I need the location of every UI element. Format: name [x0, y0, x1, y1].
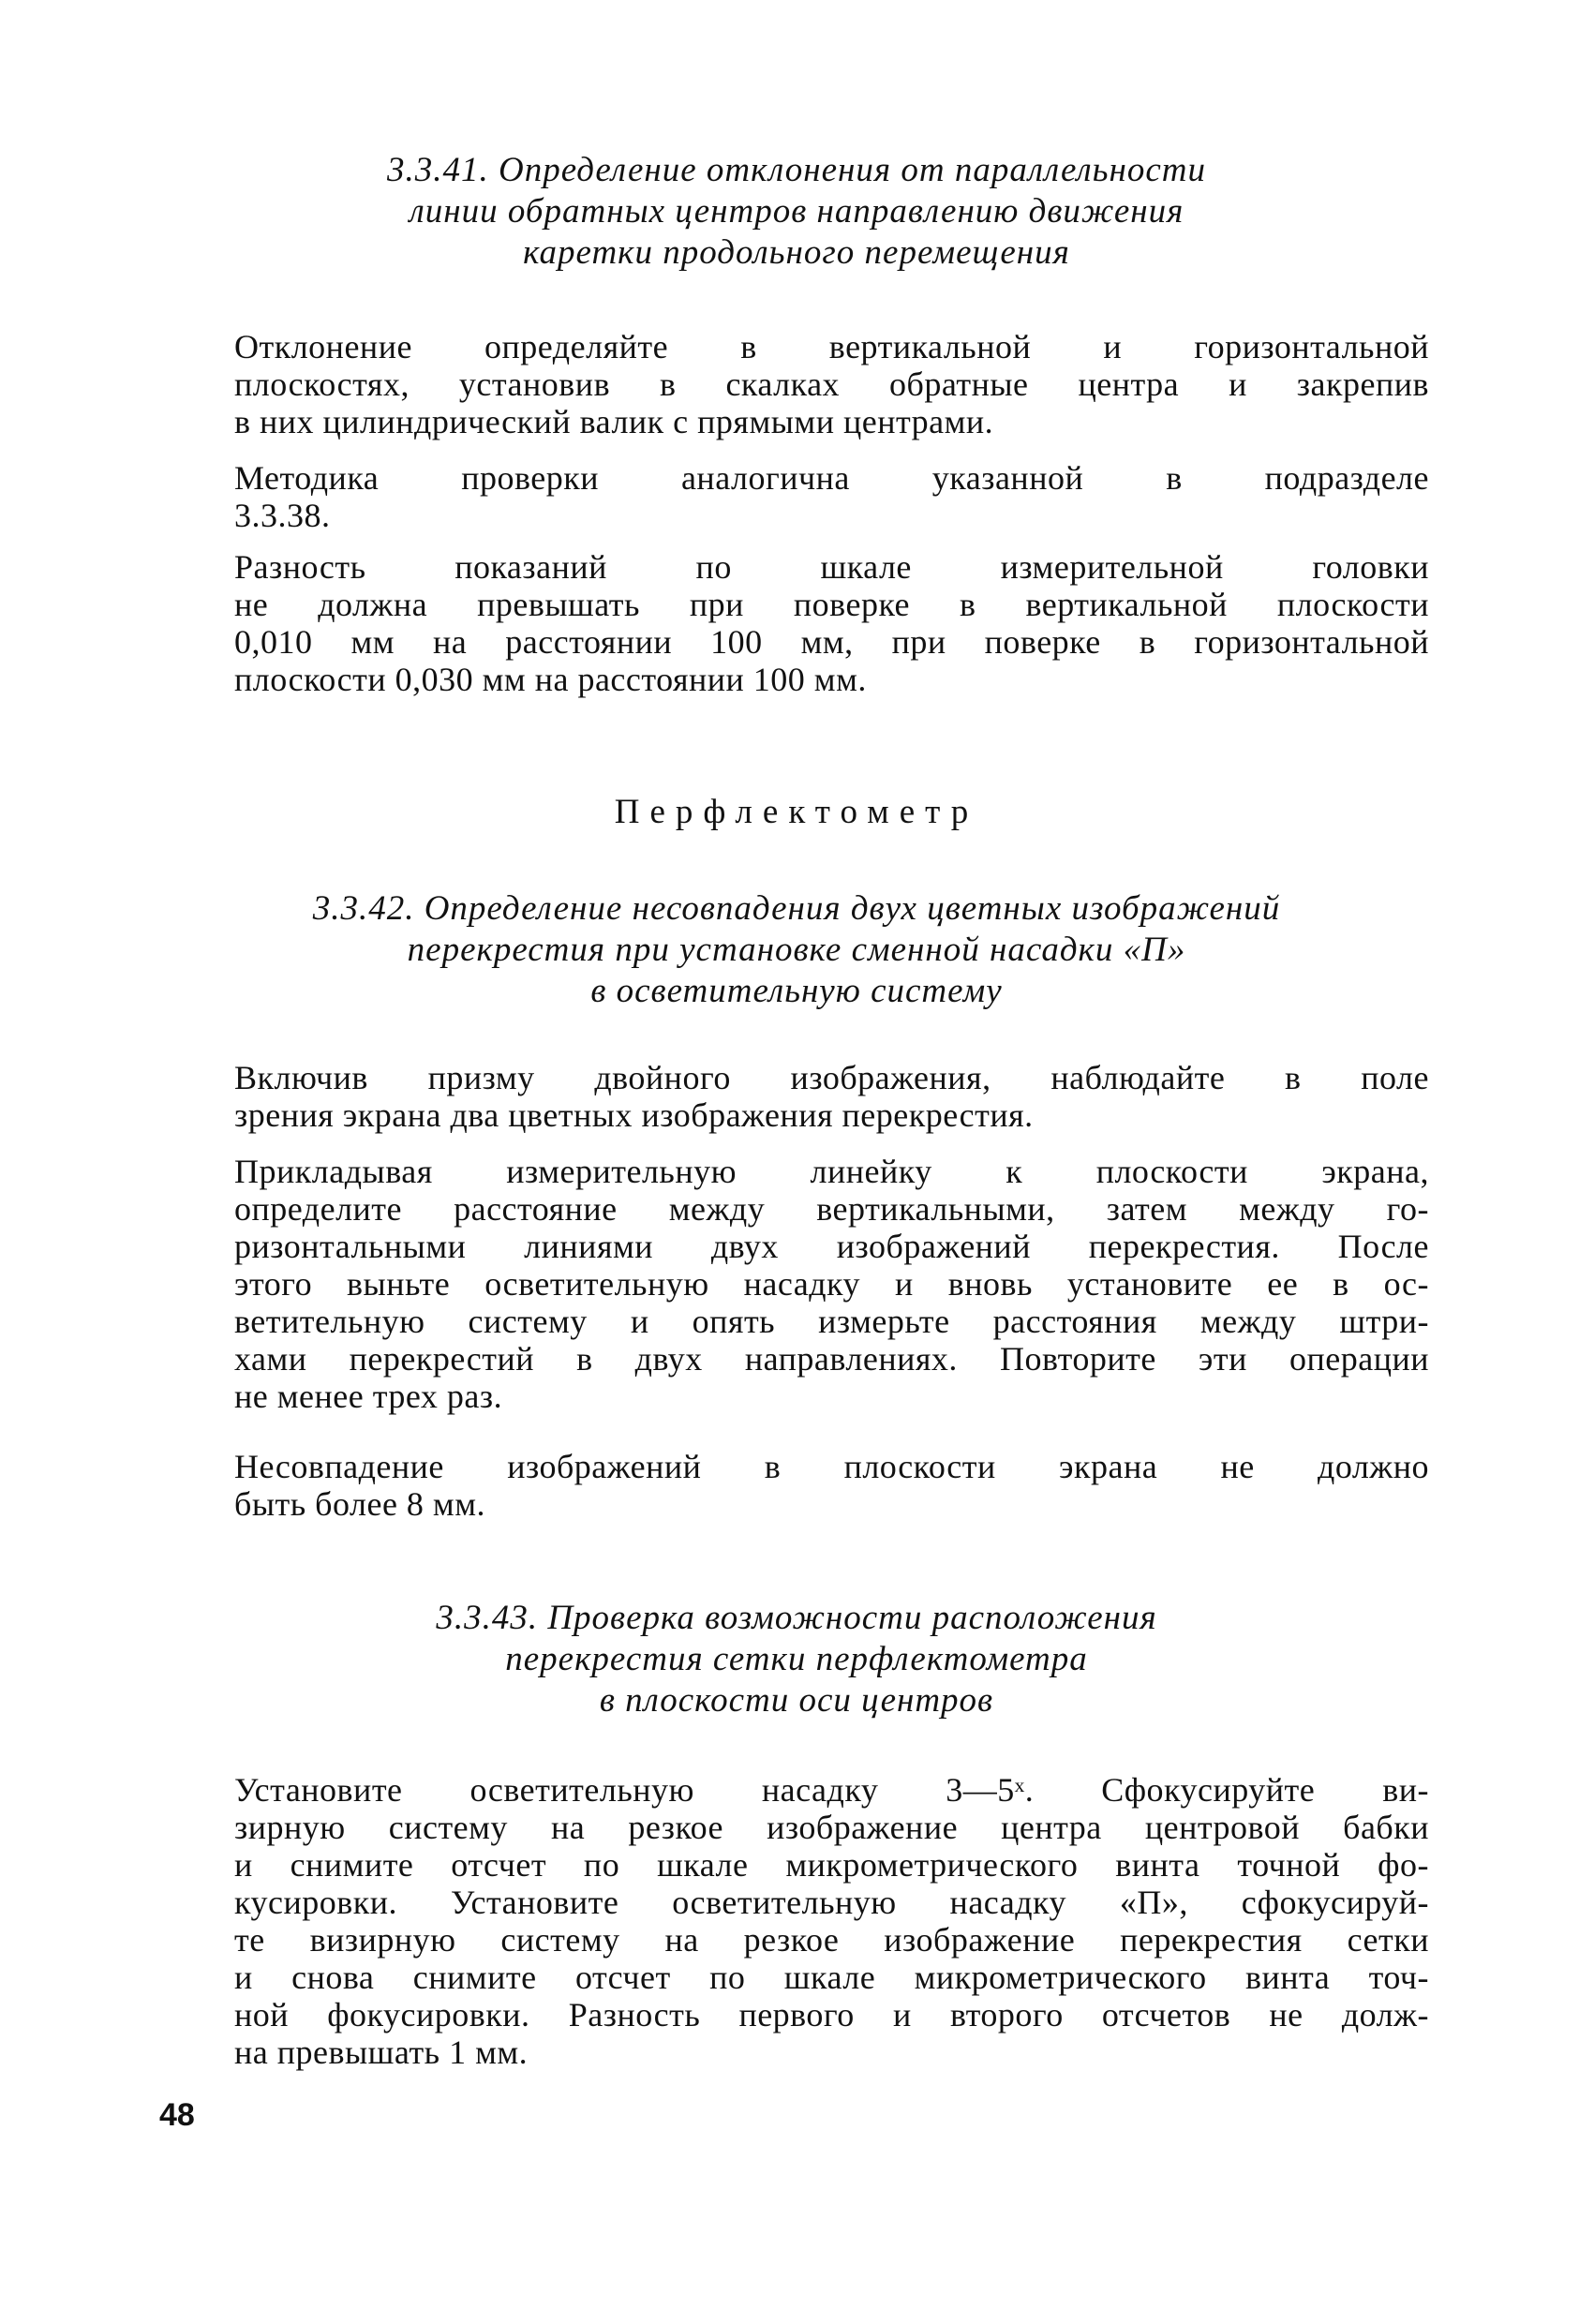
text-line: плоскости 0,030 мм на расстоянии 100 мм.	[234, 661, 867, 698]
text-line: 0,010 мм на расстоянии 100 мм, при поверке в горизонтальной	[234, 623, 1429, 661]
text-line: Несовпадение изображений в плоскости экрана не должно	[234, 1448, 1429, 1485]
paragraph	[234, 1448, 1429, 1523]
heading-line: 3.3.41. Определение отклонения от параллельности	[387, 151, 1206, 189]
text-line: не должна превышать при поверке в вертикальной плоскости	[234, 586, 1429, 623]
text-line: Разность показаний по шкале измерительной головки	[234, 548, 1429, 586]
paragraph	[234, 328, 1429, 440]
text-line: на превышать 1 мм.	[234, 2034, 529, 2071]
paragraph	[234, 1153, 1429, 1415]
text-line: Методика проверки аналогична указанной в подразделе	[234, 459, 1429, 497]
heading-line: в осветительную систему	[590, 972, 1003, 1010]
heading-line: перекрестия сетки перфлектометра	[505, 1640, 1088, 1678]
section-heading-3-3-41	[234, 150, 1359, 274]
heading-line: 3.3.43. Проверка возможности расположения	[436, 1599, 1157, 1637]
text-line: Отклонение определяйте в вертикальной и горизонтальной	[234, 328, 1429, 365]
paragraph	[234, 459, 1429, 534]
text-line: этого выньте осветительную насадку и вновь установите ее в ос-	[234, 1265, 1429, 1303]
text-line: 3.3.38.	[234, 497, 331, 534]
text-line: определите расстояние между вертикальными, затем между го-	[234, 1190, 1429, 1228]
heading-line: каретки продольного перемещения	[523, 233, 1070, 272]
text-line: те визирную систему на резкое изображение перекрестия сетки	[234, 1921, 1429, 1959]
text-line: ризонтальными линиями двух изображений перекрестия. После	[234, 1228, 1429, 1265]
page-number: 48	[159, 2097, 195, 2133]
text-line: и снимите отсчет по шкале микрометрического винта точной фо-	[234, 1846, 1429, 1884]
text-line: хами перекрестий в двух направлениях. Повторите эти операции	[234, 1340, 1429, 1378]
paragraph	[234, 1771, 1429, 2071]
text-line: быть более 8 мм.	[234, 1485, 485, 1523]
text-line: не менее трех раз.	[234, 1378, 503, 1415]
text-line: в них цилиндрический валик с прямыми центрами.	[234, 403, 994, 440]
text-line: зирную систему на резкое изображение центра центровой бабки	[234, 1809, 1429, 1846]
heading-line: линии обратных центров направлению движения	[409, 192, 1184, 231]
heading-line: перекрестия при установке сменной насадки «П»	[407, 931, 1186, 969]
text-line: Установите осветительную насадку 3—5ˣ. Сфокусируйте ви-	[234, 1771, 1429, 1809]
section-heading-3-3-43	[234, 1598, 1359, 1721]
text-line: ной фокусировки. Разность первого и второго отсчетов не долж-	[234, 1996, 1429, 2034]
section-heading-3-3-42	[234, 888, 1359, 1012]
text-line: Включив призму двойного изображения, наблюдайте в поле	[234, 1059, 1429, 1096]
paragraph	[234, 1059, 1429, 1134]
heading-line: в плоскости оси центров	[599, 1681, 994, 1720]
text-line: Прикладывая измерительную линейку к плоскости экрана,	[234, 1153, 1429, 1190]
heading-line: 3.3.42. Определение несовпадения двух цветных изображений	[312, 889, 1281, 928]
text-line: плоскостях, установив в скалках обратные центра и закрепив	[234, 365, 1429, 403]
paragraph	[234, 548, 1429, 698]
section-title-perflectometer: Перфлектометр	[614, 793, 979, 831]
text-line: ветительную систему и опять измерьте расстояния между штри-	[234, 1303, 1429, 1340]
text-line: зрения экрана два цветных изображения перекрестия.	[234, 1096, 1034, 1134]
text-line: кусировки. Установите осветительную насадку «П», сфокусируй-	[234, 1884, 1429, 1921]
text-line: и снова снимите отсчет по шкале микрометрического винта точ-	[234, 1959, 1429, 1996]
